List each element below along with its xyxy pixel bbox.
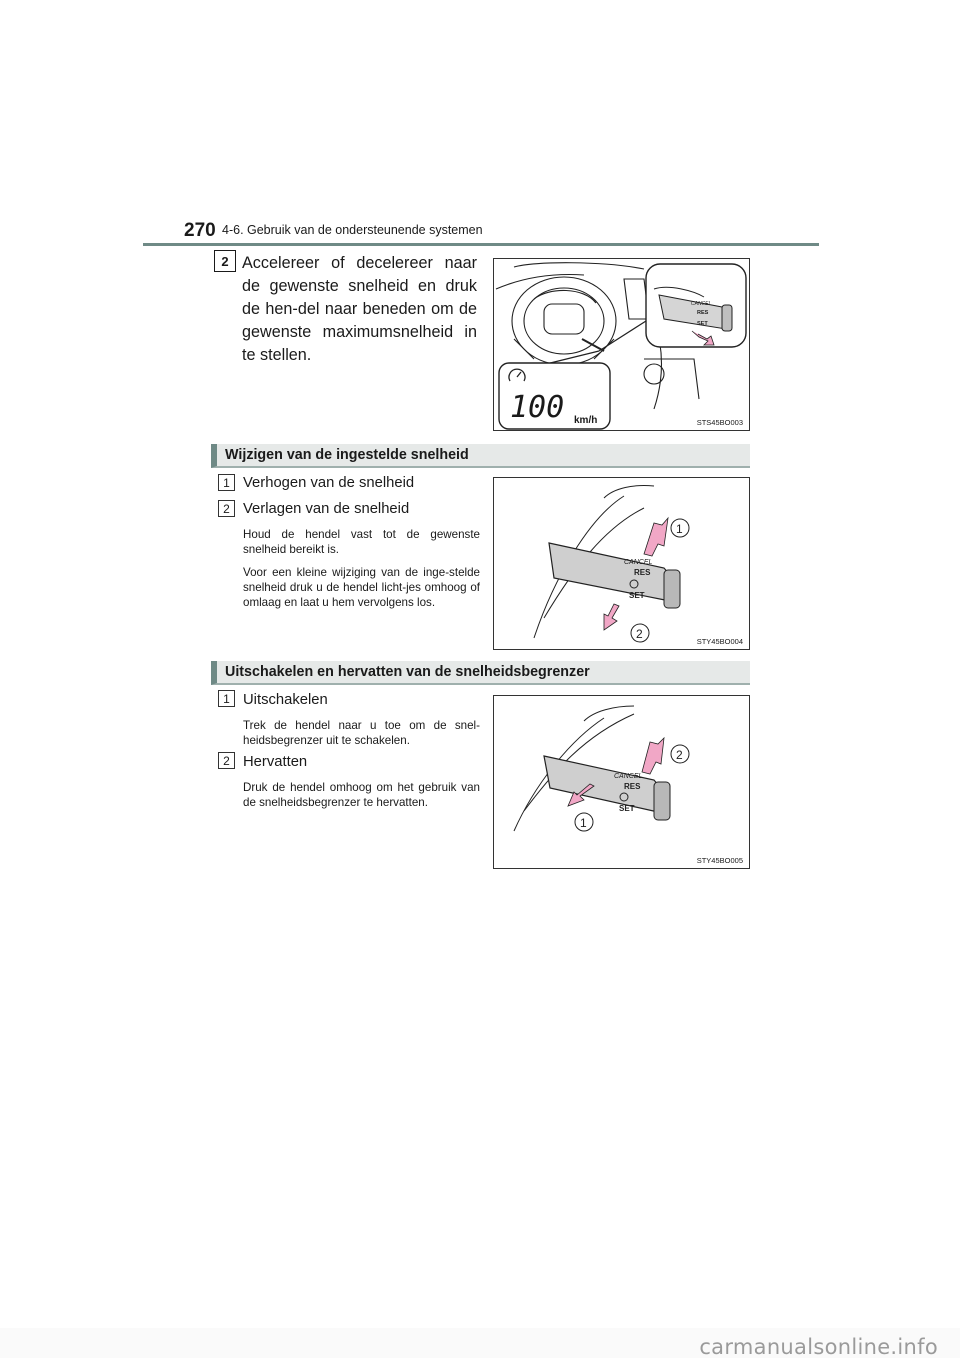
note-text: Houd de hendel vast tot de gewenste snelheid bereikt is. [243,528,480,556]
callout-2: 2 [636,627,643,641]
up-arrow-icon [642,738,664,774]
lever-cancel-label: CANCEL [691,301,712,307]
item-badge: 2 [218,752,235,769]
speed-unit: km/h [574,415,598,426]
lever-figure-disable-resume [493,695,750,869]
note-text: Druk de hendel omhoog om het gebruik van de snelheidsbegrenzer te hervatten. [243,781,480,809]
step-text: Accelereer of decelereer naar de gewenste snelheid en druk de hen-del naar beneden om de gewenste maximumsnelheid in te stellen. [242,254,477,364]
item-badge: 1 [218,690,235,707]
dashboard-figure [493,258,750,431]
lever-figure-change-speed [493,477,750,650]
note-text: Trek de hendel naar u toe om de snel-heidsbegrenzer uit te schakelen. [243,719,480,747]
section-heading-disable-resume: Uitschakelen en hervatten van de snelheidsbegrenzer [211,661,750,685]
item-label: Uitschakelen [243,692,328,708]
callout-2: 2 [676,748,683,762]
figure-code: STS45BO003 [696,418,743,427]
step-badge: 2 [214,250,236,272]
note-text: Voor een kleine wijziging van de inge-stelde snelheid druk u de hendel licht-jes omhoog of omlaag en laat u hem vervolgens los. [243,566,480,609]
lever-res-label: RES [624,782,641,791]
lever-res-label: RES [634,568,651,577]
callout-1: 1 [580,816,587,830]
item-label: Verlagen van de snelheid [243,501,410,517]
section-path: 4-6. Gebruik van de ondersteunende systemen [222,223,483,237]
header-rule [143,243,819,246]
callout-1: 1 [676,522,683,536]
lever-cancel-label: CANCEL [624,559,653,566]
item-badge: 1 [218,474,235,491]
lever-cancel-label: CANCEL [614,773,643,780]
lever-set-label: SET [697,321,708,327]
item-label: Hervatten [243,754,308,770]
item-label: Verhogen van de snelheid [243,475,415,491]
dashboard-illustration [494,259,750,431]
lever-illustration [494,696,750,869]
figure-code: STY45BO005 [696,856,743,865]
lever-set-label: SET [619,804,635,813]
lever-set-label: SET [629,591,645,600]
lever-res-label: RES [697,310,709,316]
down-arrow-icon [604,604,619,630]
watermark-text: carmanualsonline.info [699,1335,938,1359]
lever-illustration [494,478,750,650]
speed-value: 100 [510,390,565,425]
section-heading-change-speed: Wijzigen van de ingestelde snelheid [211,444,750,468]
figure-code: STY45BO004 [696,637,743,646]
page-number: 270 [184,220,216,241]
up-arrow-icon [644,518,668,556]
item-badge: 2 [218,500,235,517]
